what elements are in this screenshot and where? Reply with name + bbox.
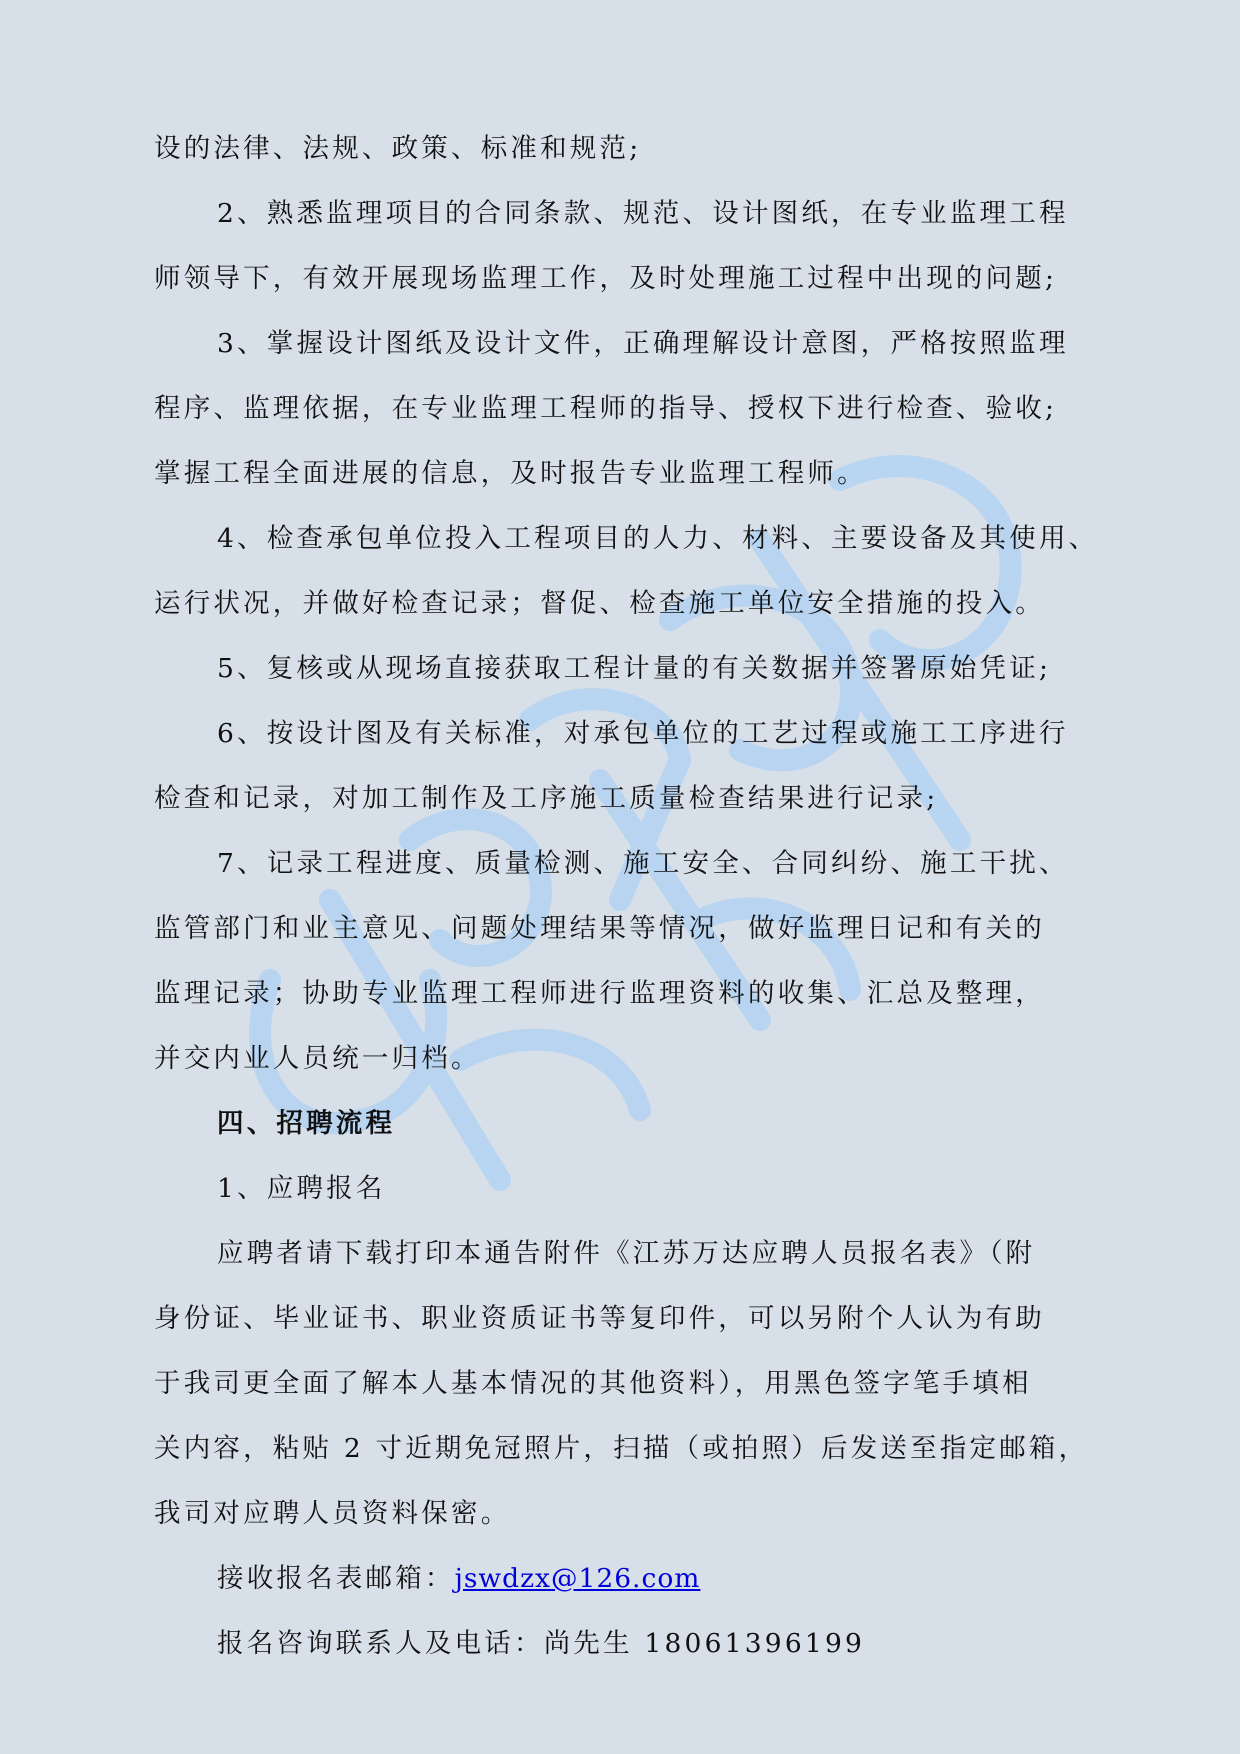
text-line: 程序、监理依据，在专业监理工程师的指导、授权下进行检查、验收;: [154, 393, 1058, 424]
section-heading: 四、招聘流程: [217, 1108, 396, 1139]
text-line: 运行状况，并做好检查记录；督促、检查施工单位安全措施的投入。: [154, 588, 1045, 619]
text-line: 掌握工程全面进展的信息，及时报告专业监理工程师。: [154, 458, 867, 489]
contact-line: 报名咨询联系人及电话：尚先生 18061396199: [217, 1628, 866, 1659]
paragraph-line: 于我司更全面了解本人基本情况的其他资料），用黑色签字笔手填相: [154, 1368, 1032, 1399]
paragraph-line: 应聘者请下载打印本通告附件《江苏万达应聘人员报名表》（附: [217, 1238, 1036, 1269]
text-line: 监管部门和业主意见、问题处理结果等情况，做好监理日记和有关的: [154, 913, 1045, 944]
list-item-4: 4、检查承包单位投入工程项目的人力、材料、主要设备及其使用、: [217, 523, 1099, 554]
text-line: 检查和记录，对加工制作及工序施工质量检查结果进行记录;: [154, 783, 939, 814]
list-item-6: 6、按设计图及有关标准，对承包单位的工艺过程或施工工序进行: [217, 718, 1069, 749]
text-line: 师领导下，有效开展现场监理工作，及时处理施工过程中出现的问题;: [154, 263, 1058, 294]
text-line: 监理记录；协助专业监理工程师进行监理资料的收集、汇总及整理，: [154, 978, 1045, 1009]
text-line: 设的法律、法规、政策、标准和规范;: [154, 133, 642, 164]
paragraph-line: 关内容，粘贴 2 寸近期免冠照片，扫描（或拍照）后发送至指定邮箱，: [154, 1433, 1089, 1464]
email-label: 接收报名表邮箱：: [217, 1563, 455, 1594]
paragraph-line: 身份证、毕业证书、职业资质证书等复印件，可以另附个人认为有助: [154, 1303, 1045, 1334]
list-item-3: 3、掌握设计图纸及设计文件，正确理解设计意图，严格按照监理: [217, 328, 1069, 359]
subheading: 1、应聘报名: [217, 1173, 386, 1204]
list-item-5: 5、复核或从现场直接获取工程计量的有关数据并签署原始凭证;: [217, 653, 1052, 684]
list-item-2: 2、熟悉监理项目的合同条款、规范、设计图纸，在专业监理工程: [217, 198, 1069, 229]
paragraph-line: 我司对应聘人员资料保密。: [154, 1498, 511, 1529]
document-body: [154, 116, 1098, 1676]
text-line: 并交内业人员统一归档。: [154, 1043, 481, 1074]
email-line: [154, 1546, 1098, 1611]
list-item-7: 7、记录工程进度、质量检测、施工安全、合同纠纷、施工干扰、: [217, 848, 1069, 879]
email-link[interactable]: jswdzx@126.com: [454, 1563, 701, 1594]
